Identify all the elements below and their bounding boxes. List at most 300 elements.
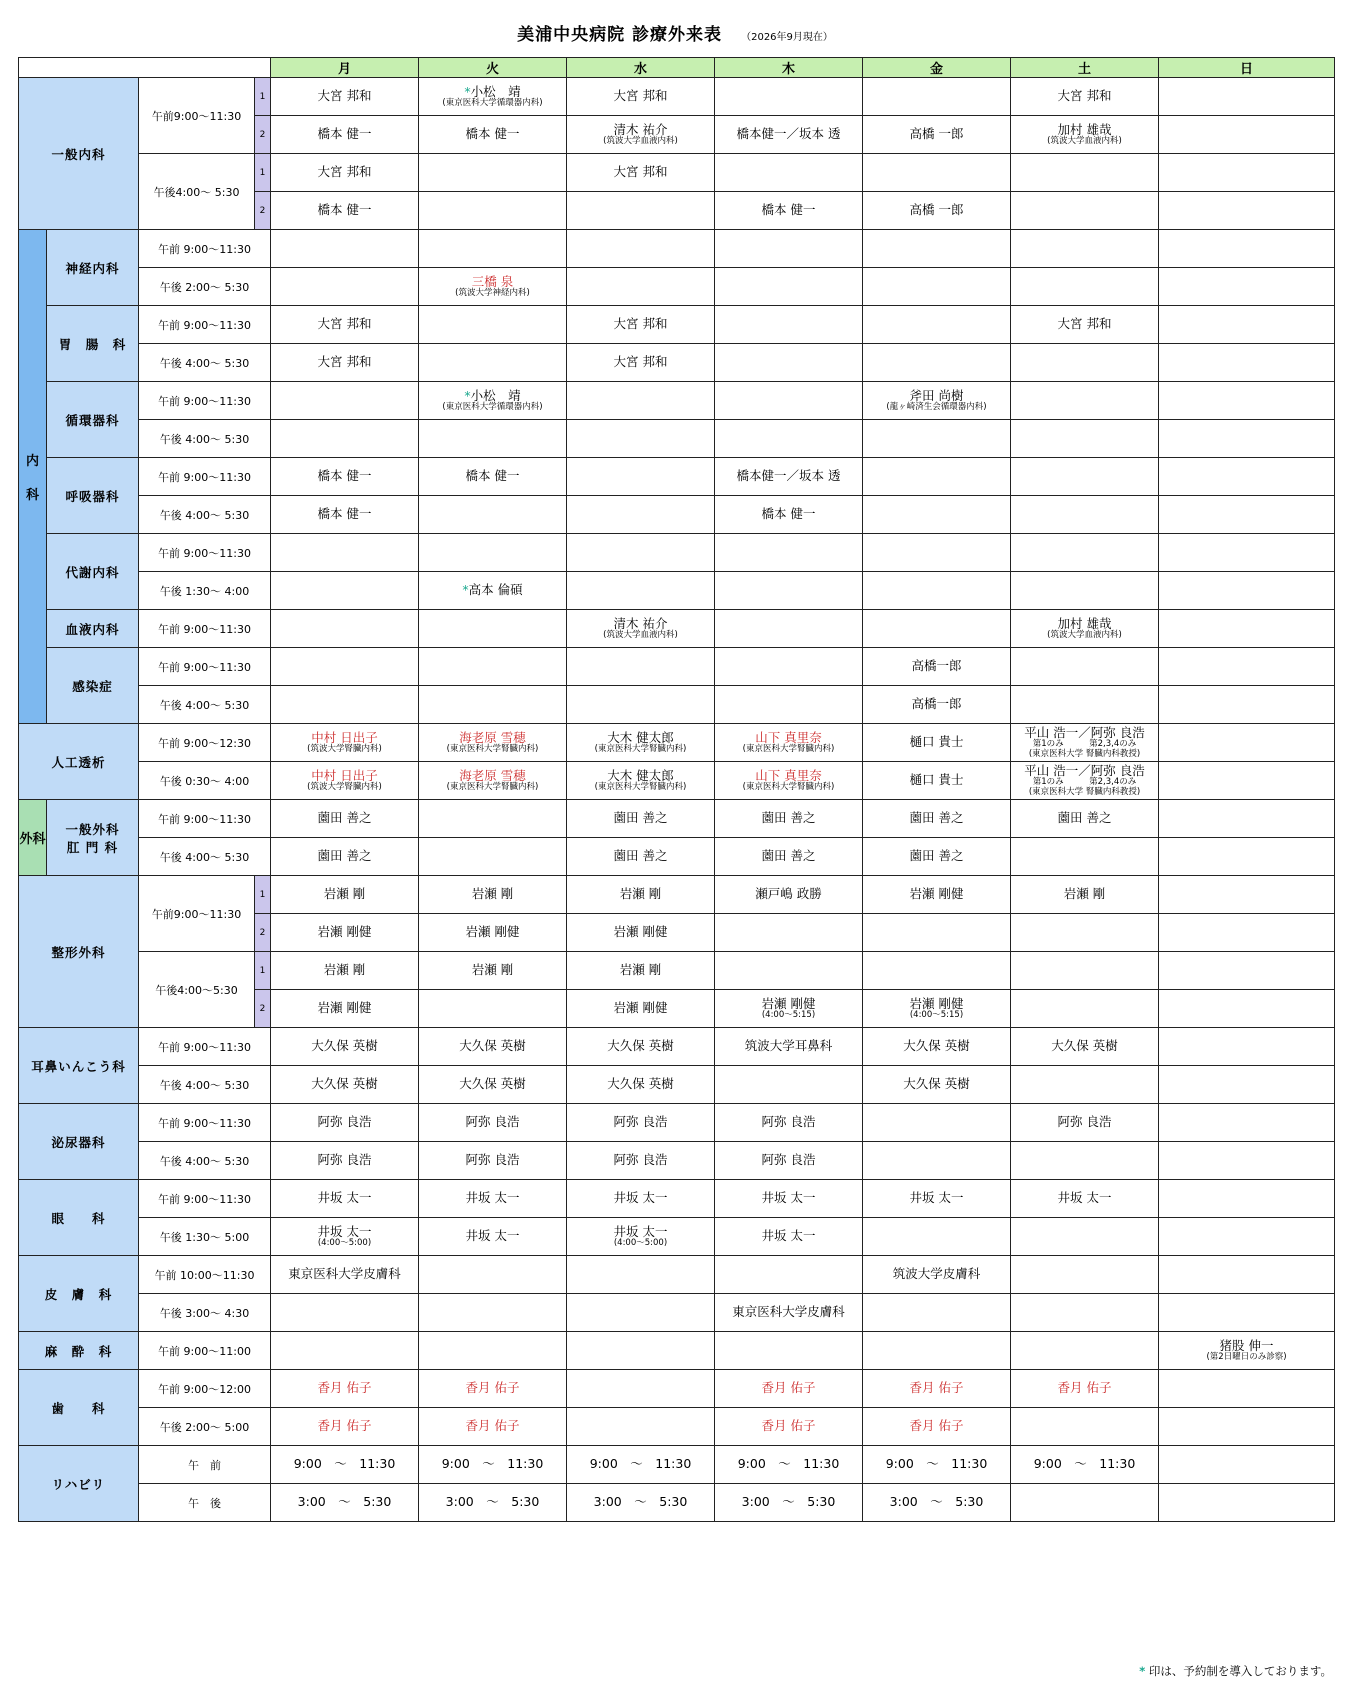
schedule-cell [1159,458,1335,496]
doctor-name: 岩瀬 剛健 [613,1000,668,1016]
doctor-name: 大宮 邦和 [317,354,372,370]
schedule-cell [271,1066,419,1104]
schedule-cell [1159,116,1335,154]
schedule-cell [1011,420,1159,458]
doctor-note: (4:00～5:00) [613,1238,668,1249]
schedule-cell [419,1446,567,1484]
doctor-name: 大宮 邦和 [1057,88,1112,104]
schedule-cell [1011,686,1159,724]
schedule-cell [1011,914,1159,952]
schedule-cell [1011,1066,1159,1104]
schedule-row [19,648,1335,686]
schedule-cell [863,344,1011,382]
schedule-cell [419,458,567,496]
schedule-cell [863,572,1011,610]
doctor-name: 大宮 邦和 [1057,316,1112,332]
department-group-surgery: 外科 [19,800,47,876]
schedule-row [19,952,1335,990]
doctor-name: 阿弥 良浩 [317,1114,372,1130]
schedule-row [19,876,1335,914]
schedule-cell [715,1142,863,1180]
schedule-cell [271,1408,419,1446]
schedule-cell [567,990,715,1028]
schedule-cell [1011,1142,1159,1180]
schedule-cell [1011,534,1159,572]
doctor-name: 岩瀬 剛 [1063,886,1106,902]
time-slot: 午後 4:00～ 5:30 [139,1066,271,1104]
doctor-name: 大久保 英樹 [903,1076,970,1092]
doctor-name: 9:00 ～ 11:30 [293,1456,396,1472]
slot-number: 1 [255,154,271,192]
doctor-note: (東京医科大学腎臓内科) [742,782,835,793]
schedule-cell [419,686,567,724]
doctor-name: 大久保 英樹 [311,1076,378,1092]
day-header: 日 [1159,58,1335,78]
doctor-note: (筑波大学神経内科) [455,288,530,299]
doctor-name: 井坂 太一 [465,1190,520,1206]
schedule-cell [715,876,863,914]
schedule-cell [567,1066,715,1104]
time-slot: 午前9:00～11:30 [139,78,255,154]
schedule-cell [419,1256,567,1294]
schedule-cell [1159,344,1335,382]
doctor-note: (第2日曜日のみ診察) [1206,1352,1287,1363]
schedule-row [19,1484,1335,1522]
schedule-cell [863,686,1011,724]
schedule-cell [1159,496,1335,534]
schedule-cell [271,1484,419,1522]
schedule-cell [271,116,419,154]
doctor-note: (4:00～5:15) [761,1010,816,1021]
schedule-cell [271,686,419,724]
schedule-cell [567,1180,715,1218]
doctor-name: 薗田 善之 [909,810,964,826]
schedule-cell [419,800,567,838]
doctor-name: 井坂 太一 [761,1190,816,1206]
schedule-cell [1011,800,1159,838]
doctor-name: 橋本 健一 [465,126,520,142]
schedule-cell [271,534,419,572]
time-slot: 午 後 [139,1484,271,1522]
time-slot: 午後4:00～ 5:30 [139,154,255,230]
doctor-name: 三橋 泉 [471,273,514,289]
schedule-cell [1159,1370,1335,1408]
doctor-name: 薗田 善之 [761,848,816,864]
schedule-cell [1159,990,1335,1028]
schedule-cell [567,1446,715,1484]
doctor-name: 井坂 太一 [761,1228,816,1244]
department-group-internal: 内 科 [19,230,47,724]
schedule-cell [1011,192,1159,230]
schedule-cell [1011,724,1159,762]
schedule-cell [1011,1484,1159,1522]
schedule-cell [1159,1104,1335,1142]
doctor-name: 海老原 雪穂 [459,729,526,745]
doctor-name: 岩瀬 剛健 [761,995,816,1011]
schedule-cell [271,420,419,458]
doctor-name: 平山 浩一／阿弥 良浩 [1024,762,1145,778]
time-slot: 午前 9:00～11:30 [139,382,271,420]
schedule-cell [567,1028,715,1066]
schedule-cell [715,686,863,724]
schedule-cell [863,1066,1011,1104]
doctor-note: (4:00～5:15) [909,1010,964,1021]
schedule-cell [1011,1294,1159,1332]
schedule-cell [715,1218,863,1256]
doctor-name: 橋本健一／坂本 透 [736,468,841,484]
schedule-cell [419,1294,567,1332]
schedule-cell [567,192,715,230]
schedule-cell [271,1256,419,1294]
doctor-name: 猪股 伸一 [1219,1337,1274,1353]
schedule-cell [863,382,1011,420]
doctor-name: 樋口 貴士 [909,734,964,750]
doctor-name: 香月 佑子 [761,1380,816,1396]
schedule-cell [1011,1218,1159,1256]
schedule-cell [567,306,715,344]
doctor-name: 香月 佑子 [1057,1380,1112,1396]
schedule-cell [715,572,863,610]
schedule-cell [715,192,863,230]
doctor-name: 大宮 邦和 [317,88,372,104]
schedule-cell [863,838,1011,876]
doctor-name: 東京医科大学皮膚科 [732,1304,845,1320]
department-name: 泌尿器科 [19,1104,139,1180]
time-slot: 午後 4:00～ 5:30 [139,686,271,724]
schedule-row [19,686,1335,724]
doctor-name: 橋本健一／坂本 透 [736,126,841,142]
schedule-cell [715,1446,863,1484]
schedule-cell [863,268,1011,306]
schedule-cell [1011,78,1159,116]
schedule-cell [1159,914,1335,952]
schedule-row [19,1218,1335,1256]
schedule-cell [271,306,419,344]
doctor-note: (東京医科大学腎臓内科) [742,744,835,755]
doctor-name: 薗田 善之 [317,848,372,864]
schedule-row [19,838,1335,876]
schedule-cell [1159,268,1335,306]
schedule-cell [567,534,715,572]
doctor-name: 岩瀬 剛健 [317,924,372,940]
schedule-cell [567,458,715,496]
schedule-cell [863,990,1011,1028]
time-slot: 午後 4:00～ 5:30 [139,496,271,534]
department-name: 循環器科 [47,382,139,458]
page-title: 美浦中央病院 診療外来表 [517,25,722,45]
schedule-cell [863,306,1011,344]
schedule-cell [1159,572,1335,610]
schedule-cell [1011,990,1159,1028]
schedule-cell [567,1484,715,1522]
schedule-cell [715,838,863,876]
doctor-name: 香月 佑子 [465,1380,520,1396]
schedule-cell [863,116,1011,154]
time-slot: 午前 9:00～11:30 [139,306,271,344]
schedule-cell [863,1180,1011,1218]
schedule-cell [419,230,567,268]
schedule-cell [863,1408,1011,1446]
schedule-cell [863,1484,1011,1522]
doctor-note: (4:00～5:00) [317,1238,372,1249]
time-slot: 午前 9:00～11:30 [139,458,271,496]
schedule-cell [271,572,419,610]
schedule-cell [1011,762,1159,800]
schedule-cell [1159,1142,1335,1180]
schedule-cell [419,1484,567,1522]
schedule-cell [271,1294,419,1332]
time-slot: 午後 1:30～ 5:00 [139,1218,271,1256]
doctor-note: (筑波大学血液内科) [1047,136,1122,147]
schedule-cell [271,1446,419,1484]
schedule-row [19,610,1335,648]
doctor-name: 大久保 英樹 [459,1076,526,1092]
doctor-name: 大久保 英樹 [607,1076,674,1092]
schedule-cell [1159,192,1335,230]
schedule-cell [863,1142,1011,1180]
slot-number: 1 [255,78,271,116]
schedule-cell [715,534,863,572]
doctor-note: (東京医科大学腎臓内科) [446,782,539,793]
doctor-name: 9:00 ～ 11:30 [885,1456,988,1472]
schedule-cell [567,838,715,876]
schedule-cell [271,610,419,648]
doctor-name: 岩瀬 剛健 [909,995,964,1011]
doctor-name: 3:00 ～ 5:30 [297,1494,392,1510]
time-slot: 午後 4:00～ 5:30 [139,1142,271,1180]
time-slot: 午前 9:00～11:30 [139,610,271,648]
schedule-cell [567,78,715,116]
schedule-cell [419,990,567,1028]
schedule-cell [1011,230,1159,268]
doctor-name: 岩瀬 剛 [323,886,366,902]
schedule-cell [1011,306,1159,344]
schedule-cell [1159,1446,1335,1484]
reservation-star-icon: * [462,582,469,598]
doctor-note: (東京医科大学 腎臓内科教授) [1028,748,1141,759]
schedule-cell [1159,952,1335,990]
schedule-cell [271,724,419,762]
schedule-cell [715,1294,863,1332]
schedule-row [19,1180,1335,1218]
department-name: 血液内科 [47,610,139,648]
doctor-note: (筑波大学血液内科) [603,136,678,147]
schedule-cell [567,648,715,686]
doctor-name: 岩瀬 剛 [323,962,366,978]
schedule-row [19,762,1335,800]
time-slot: 午後 0:30～ 4:00 [139,762,271,800]
doctor-name: 9:00 ～ 11:30 [589,1456,692,1472]
doctor-name: 樋口 貴士 [909,772,964,788]
slot-number: 2 [255,914,271,952]
schedule-cell [863,610,1011,648]
schedule-cell [271,648,419,686]
schedule-row [19,306,1335,344]
doctor-name: 山下 真里奈 [755,767,822,783]
schedule-cell [715,1484,863,1522]
doctor-name: 大宮 邦和 [613,88,668,104]
schedule-cell [715,990,863,1028]
schedule-cell [271,496,419,534]
schedule-cell [419,420,567,458]
doctor-name: 岩瀬 剛健 [317,1000,372,1016]
schedule-row [19,572,1335,610]
schedule-cell [1011,1256,1159,1294]
schedule-cell [567,230,715,268]
doctor-name: 高橋 一郎 [909,126,964,142]
day-header: 木 [715,58,863,78]
doctor-name: 橋本 健一 [317,468,372,484]
schedule-cell [419,1028,567,1066]
department-name: 神経内科 [47,230,139,306]
schedule-cell [271,154,419,192]
schedule-cell [1159,230,1335,268]
slot-number: 2 [255,990,271,1028]
schedule-cell [271,800,419,838]
schedule-cell [271,1370,419,1408]
doctor-name: 高本 倫碩 [468,582,523,598]
schedule-cell [1159,762,1335,800]
schedule-cell [715,382,863,420]
schedule-cell [715,1370,863,1408]
schedule-cell [419,344,567,382]
schedule-cell [1159,78,1335,116]
doctor-name: 香月 佑子 [317,1418,372,1434]
schedule-cell [419,1066,567,1104]
schedule-cell [1159,306,1335,344]
doctor-name: 阿弥 良浩 [761,1114,816,1130]
schedule-cell [271,990,419,1028]
schedule-cell [419,572,567,610]
day-header: 金 [863,58,1011,78]
day-header: 火 [419,58,567,78]
schedule-cell [1159,876,1335,914]
schedule-row [19,1142,1335,1180]
schedule-cell [419,116,567,154]
schedule-cell [271,838,419,876]
doctor-name: 筑波大学耳鼻科 [744,1038,833,1054]
department-name: 一般内科 [19,78,139,230]
schedule-row [19,382,1335,420]
doctor-name: 阿弥 良浩 [465,1152,520,1168]
schedule-cell [1011,496,1159,534]
doctor-name: 井坂 太一 [909,1190,964,1206]
schedule-cell [567,762,715,800]
schedule-row [19,1104,1335,1142]
schedule-cell [1159,724,1335,762]
doctor-note: 第1のみ 第2,3,4のみ [1032,739,1137,750]
schedule-cell [1159,1294,1335,1332]
schedule-cell [715,154,863,192]
schedule-cell [1011,648,1159,686]
doctor-name: 中村 日出子 [311,729,378,745]
schedule-cell [863,78,1011,116]
schedule-cell [715,1028,863,1066]
schedule-cell [863,1294,1011,1332]
schedule-cell [1011,458,1159,496]
department-name: 整形外科 [19,876,139,1028]
schedule-row [19,458,1335,496]
schedule-cell [863,192,1011,230]
schedule-cell [1011,1370,1159,1408]
schedule-cell [271,230,419,268]
time-slot: 午前 10:00～11:30 [139,1256,271,1294]
doctor-note: (筑波大学腎臓内科) [307,744,382,755]
schedule-cell [419,1332,567,1370]
schedule-cell [419,724,567,762]
department-name: 一般外科 肛 門 科 [47,800,139,876]
schedule-cell [863,1218,1011,1256]
schedule-cell [567,1332,715,1370]
time-slot: 午後 4:00～ 5:30 [139,420,271,458]
schedule-row [19,1446,1335,1484]
doctor-name: 3:00 ～ 5:30 [593,1494,688,1510]
schedule-cell [1159,800,1335,838]
schedule-row [19,1294,1335,1332]
time-slot: 午前 9:00～12:00 [139,1370,271,1408]
schedule-cell [419,382,567,420]
doctor-name: 大久保 英樹 [1051,1038,1118,1054]
schedule-cell [271,1218,419,1256]
doctor-name: 井坂 太一 [613,1223,668,1239]
doctor-name: 橋本 健一 [317,126,372,142]
schedule-cell [715,306,863,344]
schedule-cell [419,154,567,192]
doctor-name: 阿弥 良浩 [317,1152,372,1168]
schedule-cell [715,1066,863,1104]
day-header: 土 [1011,58,1159,78]
doctor-name: 薗田 善之 [317,810,372,826]
schedule-cell [715,800,863,838]
schedule-cell [715,268,863,306]
doctor-note: (東京医科大学循環器内科) [442,98,543,109]
schedule-cell [271,344,419,382]
schedule-cell [419,838,567,876]
schedule-cell [271,458,419,496]
schedule-cell [1159,1256,1335,1294]
doctor-name: 大木 健太郎 [607,729,674,745]
doctor-name: 岩瀬 剛 [471,962,514,978]
time-slot: 午後 4:00～ 5:30 [139,344,271,382]
schedule-cell [419,914,567,952]
schedule-cell [1011,1180,1159,1218]
schedule-row [19,230,1335,268]
doctor-name: 薗田 善之 [761,810,816,826]
doctor-name: 香月 佑子 [465,1418,520,1434]
doctor-name: 井坂 太一 [465,1228,520,1244]
doctor-name: 東京医科大学皮膚科 [288,1266,401,1282]
schedule-cell [567,1370,715,1408]
doctor-name: 9:00 ～ 11:30 [441,1456,544,1472]
schedule-cell [863,952,1011,990]
time-slot: 午 前 [139,1446,271,1484]
schedule-cell [419,1104,567,1142]
doctor-name: 大宮 邦和 [317,316,372,332]
doctor-note: (龍ヶ崎済生会循環器内科) [886,402,987,413]
doctor-name: 3:00 ～ 5:30 [445,1494,540,1510]
schedule-cell [271,1104,419,1142]
schedule-cell [567,686,715,724]
schedule-cell [715,78,863,116]
doctor-name: 海老原 雪穂 [459,767,526,783]
doctor-name: 阿弥 良浩 [1057,1114,1112,1130]
doctor-note: (東京医科大学腎臓内科) [594,744,687,755]
doctor-name: 加村 雄哉 [1057,615,1112,631]
schedule-cell [567,724,715,762]
day-header: 月 [271,58,419,78]
slot-number: 1 [255,952,271,990]
schedule-cell [715,952,863,990]
